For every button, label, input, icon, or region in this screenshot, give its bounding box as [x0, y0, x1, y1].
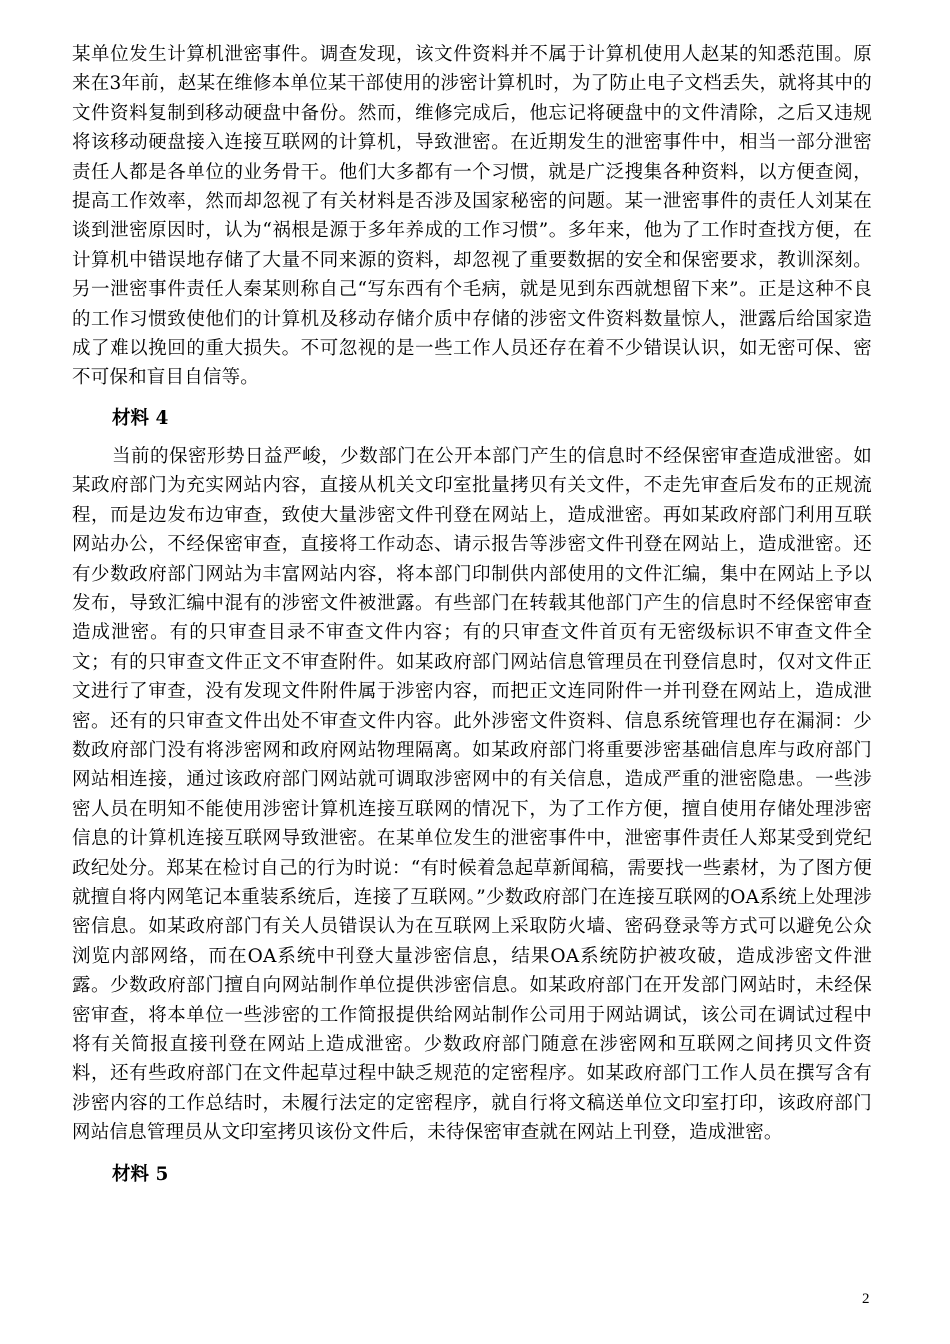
- paragraph-continuation: 某单位发生计算机泄密事件。调查发现，该文件资料并不属于计算机使用人赵某的知悉范围。原来在3年前，赵某在维修本单位某干部使用的涉密计算机时，为了防止电子文档丢失，就将其中的文件资料复制到移动硬盘中备份。然而，维修完成后，他忘记将硬盘中的文件清除，之后又违规将该移动硬盘接入连接互联网的计算机，导致泄密。在近期发生的泄密事件中，相当一部分泄密责任人都是各单位的业务骨干。他们大多都有一个习惯，就是广泛搜集各种资料，以方便查阅，提高工作效率，然而却忽视了有关材料是否涉及国家秘密的问题。某一泄密事件的责任人刘某在谈到泄密原因时，认为“祸根是源于多年养成的工作习惯”。多年来，他为了工作时查找方便，在计算机中错误地存储了大量不同来源的资料，却忽视了重要数据的安全和保密要求，教训深刻。另一泄密事件责任人秦某则称自己“写东西有个毛病，就是见到东西就想留下来”。正是这种不良的工作习惯致使他们的计算机及移动存储介质中存储的涉密文件资料数量惊人，泄露后给国家造成了难以挽回的重大损失。不可忽视的是一些工作人员还存在着不少错误认识，如无密可保、密不可保和盲目自信等。: [72, 44, 872, 389]
- section-heading-material-5: 材料 5: [112, 1163, 169, 1185]
- document-page: [72, 40, 872, 1198]
- section-heading-material-4: 材料 4: [112, 407, 169, 429]
- paragraph-material-4: 当前的保密形势日益严峻，少数部门在公开本部门产生的信息时不经保密审查造成泄密。如某政府部门为充实网站内容，直接从机关文印室批量拷贝有关文件，不走先审查后发布的正规流程，而是边发布边审查，致使大量涉密文件刊登在网站上，造成泄密。再如某政府部门利用互联网站办公，不经保密审查，直接将工作动态、请示报告等涉密文件刊登在网站上，造成泄密。还有少数政府部门网站为丰富网站内容，将本部门印制供内部使用的文件汇编，集中在网站上予以发布，导致汇编中混有的涉密文件被泄露。有些部门在转载其他部门产生的信息时不经保密审查造成泄密。有的只审查目录不审查文件内容；有的只审查文件首页有无密级标识不审查文件全文；有的只审查文件正文不审查附件。如某政府部门网站信息管理员在刊登信息时，仅对文件正文进行了审查，没有发现文件附件属于涉密内容，而把正文连同附件一并刊登在网站上，造成泄密。还有的只审查文件出处不审查文件内容。此外涉密文件资料、信息系统管理也存在漏洞：少数政府部门没有将涉密网和政府网站物理隔离。如某政府部门将重要涉密基础信息库与政府部门网站相连接，通过该政府部门网站就可调取涉密网中的有关信息，造成严重的泄密隐患。一些涉密人员在明知不能使用涉密计算机连接互联网的情况下，为了工作方便，擅自使用存储处理涉密信息的计算机连接互联网导致泄密。在某单位发生的泄密事件中，泄密事件责任人郑某受到党纪政纪处分。郑某在检讨自己的行为时说：“有时候着急起草新闻稿，需要找一些素材，为了图方便就擅自将内网笔记本重装系统后，连接了互联网。”少数政府部门在连接互联网的OA系统上处理涉密信息。如某政府部门有关人员错误认为在互联网上采取防火墙、密码登录等方式可以避免公众浏览内部网络，而在OA系统中刊登大量涉密信息，结果OA系统防护被攻破，造成涉密文件泄露。少数政府部门擅自向网站制作单位提供涉密信息。如某政府部门在开发部门网站时，未经保密审查，将本单位一些涉密的工作简报提供给网站制作公司用于网站调试，该公司在调试过程中将有关简报直接刊登在网站上造成泄密。少数政府部门随意在涉密网和互联网之间拷贝文件资料，还有些政府部门在文件起草过程中缺乏规范的定密程序。如某政府部门工作人员在撰写含有涉密内容的工作总结时，未履行法定的定密程序，就自行将文稿送单位文印室打印，该政府部门网站信息管理员从文印室拷贝该份文件后，未待保密审查就在网站上刊登，造成泄密。: [72, 445, 872, 1144]
- page-number: 2: [862, 1291, 870, 1307]
